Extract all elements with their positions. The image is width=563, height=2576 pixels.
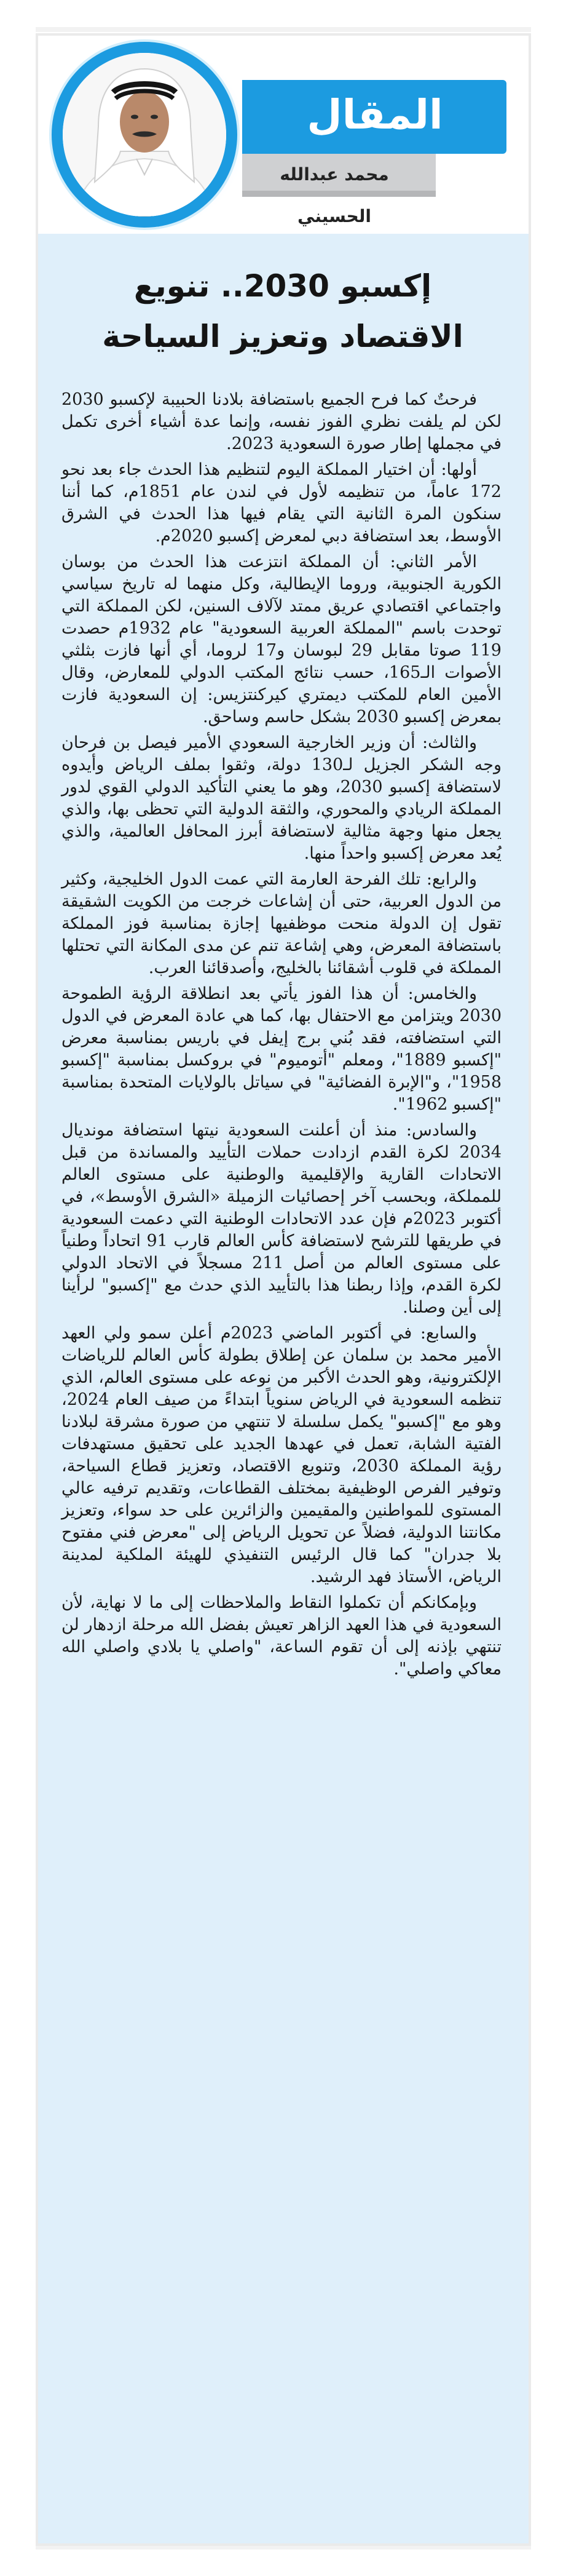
article-title: إكسبو 2030.. تنويع الاقتصاد وتعزيز السياحة (102, 268, 463, 354)
article-paragraph-sixth: والسادس: منذ أن أعلنت السعودية نيتها استضافة مونديال 2034 لكرة القدم ازدادت حملات التأييد والمساندة من قبل الاتحادات القارية والإقليمية والوطنية على مستوى العالم للمملكة، وبحسب آخر إحصائيات الزميلة «الشرق الأوسط»، في أكتوبر 2023م فإن عدد الاتحادات الوطنية التي دعمت السعودية في طريقها للترشح لاستضافة كأس العالم قارب 91 اتحاداً وطنياً على مستوى العالم من أصل 211 مسجلاً في الاتحاد الدولي لكرة القدم، وإذا ربطنا هذا بالتأييد الذي حدث مع "إكسبو" لرأينا إلى أين وصلنا. (61, 1121, 502, 1317)
article-paragraph-closing: وبإمكانكم أن تكملوا النقاط والملاحظات إلى ما لا نهاية، لأن السعودية في هذا العهد الزاهر تعيش بفضل الله مرحلة ازدهار لن تنتهي بإذنه إلى أن تقوم الساعة، "واصلي يا بلادي واصلي الله معاكي واصلي". (61, 1593, 502, 1679)
section-badge-label: المقال (307, 91, 443, 138)
article-paragraph-third: والثالث: أن وزير الخارجية السعودي الأمير فيصل بن فرحان وجه الشكر الجزيل لـ130 دولة، وثقوا بملف الرياض وأيدوه لاستضافة إكسبو 2030، وهو ما يعني التأكيد الدولي القوي لدور المملكة الريادي والمحوري، والثقة الدولية التي تحظى بها، والذي يجعل منها وجهة مثالية لاستضافة أبرز المحافل العالمية، والذي يُعد معرض إكسبو واحداً منها. (61, 733, 502, 863)
author-name: محمد عبدالله الحسيني (280, 164, 389, 226)
author-portrait-image (63, 53, 226, 217)
article-paragraph-seventh: والسابع: في أكتوبر الماضي 2023م أعلن سمو ولي العهد الأمير محمد بن سلمان عن إطلاق بطولة كأس العالم للرياضات الإلكترونية، وهو الحدث الأكبر من نوعه على مستوى العالم، الذي تنظمه السعودية في الرياض سنوياً ابتداءً من صيف العام 2024، وهو مع "إكسبو" يكمل سلسلة لا تنتهي من صورة مشرقة لبلادنا الفتية الشابة، تعمل في عهدها الجديد على تحقيق مستهدفات رؤية المملكة 2030، وتنويع الاقتصاد، وتعزيز قطاع السياحة، وتوفير الفرص الوظيفية بمختلف القطاعات، وتقديم ترفيه عالي المستوى للمواطنين والمقيمين والزائرين على حد سواء، وتعزيز مكانتنا الدولية، فضلاً عن تحويل الرياض إلى "معرض فني مفتوح بلا جدران" كما قال الرئيس التنفيذي للهيئة الملكية لمدينة الرياض، الأستاذ فهد الرشيد. (61, 1324, 502, 1586)
article-paragraph-fifth: والخامس: أن هذا الفوز يأتي بعد انطلاقة الرؤية الطموحة 2030 ويتزامن مع الاحتفال بها، كما هي عادة المعرض في الدول التي استضافته، فقد بُني برج إيفل في باريس بمناسبة معرض "إكسبو 1889"، ومعلم "أتوميوم" في بروكسل بمناسبة "إكسبو 1958"، و"الإبرة الفضائية" في سياتل بالولايات المتحدة بمناسبة "إكسبو 1962". (61, 984, 502, 1114)
article-paragraph-first: أولها: أن اختيار المملكة اليوم لتنظيم هذا الحدث جاء بعد نحو 172 عاماً، من تنظيمه لأول في لندن عام 1851م، كما أننا سنكون المرة الثانية التي يقام فيها هذا الحدث في الشرق الأوسط، بعد استضافة دبي لمعرض إكسبو 2020م. (61, 460, 502, 546)
top-divider (36, 27, 531, 32)
article-paragraph-second: الأمر الثاني: أن المملكة انتزعت هذا الحدث من بوسان الكورية الجنوبية، وروما الإيطالية، وكل منهما له تاريخ سياسي واجتماعي اقتصادي عريق ممتد لآلاف السنين، لكن المملكة التي توحدت باسم "المملكة العربية السعودية" عام 1932م حصدت 119 صوتا مقابل 29 لبوسان و17 لروما، أي أنها فازت بثلثي الأصوات الـ165، حسب نتائج المكتب الدولي للمعارض، وقال الأمين العام للمكتب ديمتري كيركنتزيس: إن السعودية فازت بمعرض إكسبو 2030 بشكل حاسم وساحق. (61, 552, 502, 726)
article-text (61, 389, 502, 1684)
article-paragraph-fourth: والرابع: تلك الفرحة العارمة التي عمت الدول الخليجية، وكثير من الدول العربية، حتى أن إشاعات خرجت من الكويت الشقيقة تقول إن الدولة منحت موظفيها إجازة بمناسبة فوز المملكة باستضافة المعرض، وهي إشاعة تنم عن مدى المكانة التي تحتلها المملكة في قلوب أشقائنا بالخليج، وأصدقائنا العرب. (61, 870, 502, 977)
bottom-divider (36, 2546, 531, 2550)
article-paragraph-intro: فرحتٌ كما فرح الجميع باستضافة بلادنا الحبيبة لإكسبو 2030 لكن لم يلفت نظري الفوز نفسه، وإنما عدة أشياء أخرى تكمل في مجملها إطار صورة السعودية 2023. (61, 390, 502, 453)
author-photo (63, 53, 226, 217)
